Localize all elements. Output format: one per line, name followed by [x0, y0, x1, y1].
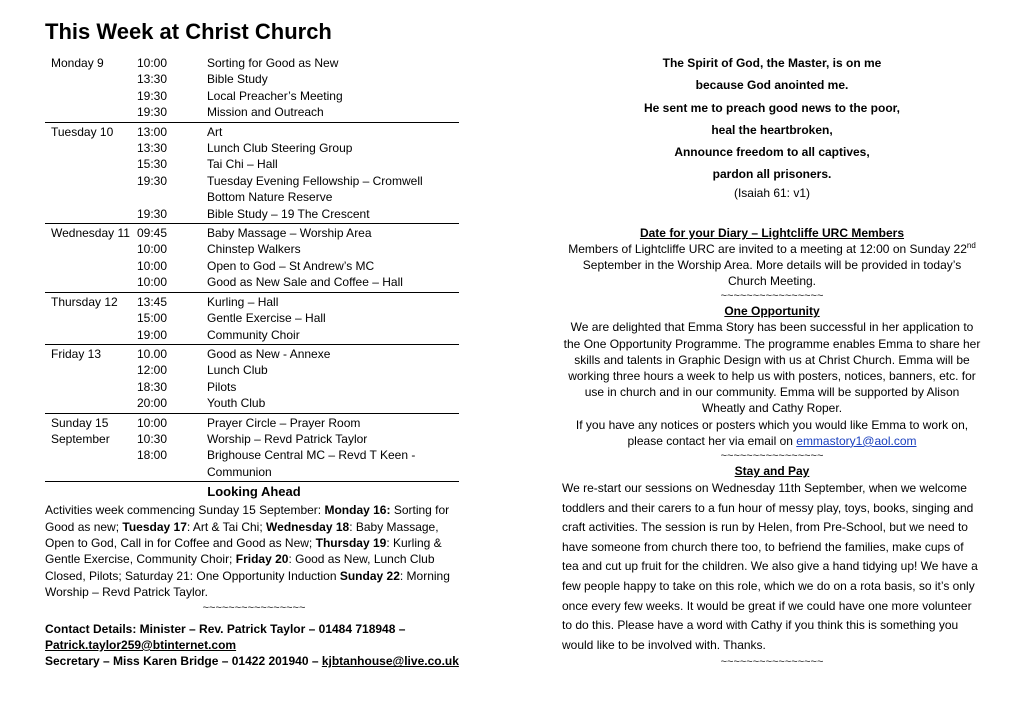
- schedule-day: [45, 274, 137, 290]
- schedule-row: [45, 464, 459, 480]
- looking-ahead-segment: Wednesday 18: [266, 519, 350, 534]
- divider: ~~~~~~~~~~~~~~~~: [720, 656, 824, 669]
- divider: ~~~~~~~~~~~~~~~~: [720, 450, 824, 463]
- schedule-row: [45, 379, 459, 395]
- schedule-time: 10.00: [137, 346, 168, 361]
- schedule-time: 13:30: [137, 141, 168, 156]
- looking-ahead-segment: Monday 16:: [324, 503, 391, 518]
- looking-ahead-segment: Sorting for Good as new;: [45, 503, 450, 534]
- schedule-day: September: [51, 431, 110, 446]
- schedule-time: 10:00: [137, 56, 168, 70]
- diary-text-a: Members of Lightcliffe URC are invited to a meeting at 12:00 on Sunday 22: [568, 241, 967, 256]
- schedule-time: 19:30: [137, 206, 168, 221]
- schedule-time: 15:30: [137, 157, 168, 172]
- schedule-day: Sunday 15: [51, 415, 109, 430]
- looking-ahead-text: [45, 502, 463, 600]
- schedule-day: Monday 9: [51, 56, 104, 70]
- schedule-activity: Kurling – Hall: [207, 294, 279, 309]
- schedule-day: Tuesday 10: [51, 124, 114, 139]
- schedule-time: [137, 189, 207, 205]
- schedule-row: [45, 124, 459, 140]
- schedule-activity: Tai Chi – Hall: [207, 157, 278, 172]
- verse-line: heal the heartbroken,: [711, 122, 833, 137]
- schedule-time: 13:00: [137, 124, 168, 139]
- looking-ahead-segment: : Kurling & Gentle Exercise, Community Choir;: [45, 535, 442, 567]
- schedule-time: 20:00: [137, 396, 168, 411]
- schedule-day: [45, 379, 137, 395]
- schedule-day: [45, 464, 137, 480]
- schedule-row: [45, 362, 459, 378]
- day-block: [45, 54, 459, 123]
- verse-line: pardon all prisoners.: [712, 167, 832, 182]
- schedule-activity: Worship – Revd Patrick Taylor: [207, 431, 368, 446]
- schedule-activity: Bible Study – 19 The Crescent: [207, 206, 370, 221]
- schedule-day: [45, 327, 137, 343]
- schedule-row: [45, 71, 459, 87]
- schedule-time: 18:30: [137, 379, 168, 394]
- schedule-activity: Bible Study: [207, 72, 268, 87]
- contact-details: [45, 621, 463, 670]
- day-block: [45, 293, 459, 345]
- schedule-time: 12:00: [137, 363, 168, 378]
- schedule-time: 13:45: [137, 294, 168, 309]
- schedule-day: [45, 241, 137, 257]
- schedule-day: [45, 447, 137, 463]
- schedule-time: [137, 464, 207, 480]
- schedule-activity: Mission and Outreach: [207, 105, 324, 120]
- schedule-row: [45, 241, 459, 257]
- schedule-day: [45, 156, 137, 172]
- schedule-activity: Open to God – St Andrew’s MC: [207, 258, 375, 273]
- looking-ahead-segment: : Art & Tai Chi;: [186, 519, 267, 534]
- schedule-activity: Brighouse Central MC – Revd T Keen -: [207, 448, 416, 463]
- schedule-activity: Chinstep Walkers: [207, 242, 301, 257]
- schedule-time: 09:45: [137, 226, 168, 241]
- schedule-time: 10:00: [137, 242, 168, 257]
- schedule-day: [45, 258, 137, 274]
- opportunity-contact-text: If you have any notices or posters which you would like Emma to work on, please contact her via email on: [575, 417, 969, 448]
- schedule-row: [45, 173, 459, 189]
- schedule-activity: Communion: [207, 464, 272, 479]
- schedule-time: 10:00: [137, 415, 168, 430]
- diary-sup: nd: [966, 240, 976, 250]
- schedule-time: 19:30: [137, 88, 168, 103]
- schedule-row: [45, 206, 459, 222]
- stay-text: We re-start our sessions on Wednesday 11th September, when we welcome toddlers and their carers to a fun hour of messy play, toys, books, singing and craft activities. The session is run by Helen, from Pre-School, but we need to have someone from church there too, to befriend the families, make cups of tea and cut up fruit for the children. We also give a hand tidying up! We have a few people happy to take on this role, which we do on a rota basis, so it’s only once every few weeks. It would be great if we could have one more volunteer to do this. Please have a word with Cathy if you think this is something you would like to be involved with. Thanks.: [562, 481, 978, 652]
- schedule-day: [45, 71, 137, 87]
- schedule-day: [45, 310, 137, 326]
- schedule-activity: Sorting for Good as New: [207, 56, 339, 70]
- schedule-day: Thursday 12: [51, 294, 118, 309]
- schedule-time: 13:30: [137, 72, 168, 87]
- left-page: [45, 18, 463, 670]
- schedule-row: [45, 88, 459, 104]
- looking-ahead-segment: : Morning Worship – Revd Patrick Taylor.: [45, 568, 450, 600]
- schedule-time: 10:00: [137, 275, 168, 290]
- contact-minister: Contact Details: Minister – Rev. Patrick Taylor – 01484 718948 –: [45, 621, 406, 636]
- schedule-time: 10:30: [137, 431, 168, 446]
- minister-email-link[interactable]: Patrick.taylor259@btinternet.com: [45, 638, 237, 652]
- schedule-row: [45, 258, 459, 274]
- verse-line: The Spirit of God, the Master, is on me: [662, 56, 882, 70]
- looking-ahead-segment: Thursday 19: [315, 535, 387, 550]
- schedule-row: [45, 395, 459, 411]
- secretary-email-link[interactable]: kjbtanhouse@live.co.uk: [321, 654, 459, 669]
- schedule-day: Wednesday 11: [51, 226, 130, 241]
- schedule-activity: Good as New Sale and Coffee – Hall: [207, 275, 403, 290]
- schedule-row: [45, 327, 459, 343]
- day-block: [45, 224, 459, 293]
- schedule-activity: Art: [207, 124, 223, 139]
- schedule-time: 19:30: [137, 105, 168, 120]
- schedule-time: 18:00: [137, 448, 168, 463]
- day-block: [45, 414, 459, 483]
- schedule-row: [45, 225, 459, 241]
- page-title: This Week at Christ Church: [45, 19, 332, 44]
- looking-ahead-segment: Sunday 22: [339, 568, 400, 583]
- schedule-row: [45, 55, 459, 71]
- schedule-day: [45, 362, 137, 378]
- looking-ahead-segment: : Baby Massage, Open to God, Call in for Coffee and Good as New;: [45, 519, 439, 550]
- schedule-day: [45, 88, 137, 104]
- looking-ahead-segment: Activities week commencing Sunday 15 September:: [45, 503, 325, 518]
- schedule-row: [45, 447, 459, 463]
- schedule-row: [45, 415, 459, 431]
- schedule-day: [45, 173, 137, 189]
- diary-heading: Date for your Diary – Lightcliffe URC Members: [639, 225, 905, 240]
- schedule-day: [45, 104, 137, 120]
- schedule-activity: Baby Massage – Worship Area: [207, 226, 372, 241]
- scripture-verse: [562, 52, 982, 186]
- stay-heading: Stay and Pay: [734, 464, 810, 479]
- schedule-row: [45, 294, 459, 310]
- right-page: [562, 52, 982, 669]
- opportunity-text: We are delighted that Emma Story has been successful in her application to the One Opportunity Programme. The programme enables Emma to share her skills and talents in Graphic Design with us at Christ Church. Emma will be working three hours a week to help us with posters, notices, banners, etc. for use in church and in our community. Emma will be supported by Alison Wheatly and Cathy Roper.: [563, 320, 981, 416]
- schedule-time: 10:00: [137, 258, 168, 273]
- contact-secretary: [45, 653, 463, 669]
- schedule-day: [45, 140, 137, 156]
- schedule-activity: Lunch Club: [207, 363, 268, 378]
- schedule-row: [45, 189, 459, 205]
- divider: ~~~~~~~~~~~~~~~~: [202, 601, 306, 614]
- looking-ahead-segment: : Good as New, Lunch Club Closed, Pilots; Saturday 21: One Opportunity Induction: [45, 552, 435, 583]
- schedule-day: [45, 395, 137, 411]
- opportunity-heading: One Opportunity: [724, 304, 820, 319]
- schedule-row: [45, 104, 459, 120]
- secretary-text: Secretary – Miss Karen Bridge – 01422 201940 –: [45, 654, 322, 669]
- schedule-day: [45, 189, 137, 205]
- emma-email-link[interactable]: emmastory1@aol.com: [796, 433, 917, 448]
- schedule-row: [45, 274, 459, 290]
- schedule-activity: Prayer Circle – Prayer Room: [207, 415, 361, 430]
- looking-ahead-heading: Looking Ahead: [207, 484, 301, 500]
- schedule-row: [45, 140, 459, 156]
- schedule-row: [45, 156, 459, 172]
- schedule-time: 15:00: [137, 311, 168, 326]
- schedule-time: 19:00: [137, 327, 168, 342]
- schedule-activity: Tuesday Evening Fellowship – Cromwell: [207, 173, 423, 188]
- schedule-activity: Gentle Exercise – Hall: [207, 311, 326, 326]
- day-block: [45, 123, 459, 224]
- verse-line: He sent me to preach good news to the poor,: [643, 100, 901, 115]
- schedule-activity: Local Preacher’s Meeting: [207, 88, 343, 103]
- contact-minister-email: [45, 637, 463, 653]
- diary-text-b: September in the Worship Area. More details will be provided in today’s Church Meeting.: [582, 257, 962, 289]
- scripture-reference: (Isaiah 61: v1): [733, 185, 811, 200]
- schedule-row: [45, 346, 459, 362]
- day-block: [45, 345, 459, 414]
- looking-ahead-segment: Tuesday 17: [122, 519, 187, 534]
- schedule-activity: Bottom Nature Reserve: [207, 190, 333, 205]
- schedule-activity: Youth Club: [207, 396, 266, 411]
- looking-ahead-segment: Friday 20: [235, 552, 289, 567]
- verse-line: Announce freedom to all captives,: [674, 145, 870, 160]
- schedule-activity: Pilots: [207, 379, 237, 394]
- divider: ~~~~~~~~~~~~~~~~: [720, 290, 824, 303]
- opportunity-contact: [562, 417, 982, 449]
- schedule-row: [45, 310, 459, 326]
- schedule-activity: Lunch Club Steering Group: [207, 141, 353, 156]
- schedule-activity: Good as New - Annexe: [207, 346, 331, 361]
- schedule-activity: Community Choir: [207, 327, 300, 342]
- schedule-time: 19:30: [137, 173, 168, 188]
- diary-text: [562, 241, 982, 290]
- schedule-day: [45, 206, 137, 222]
- schedule-day: Friday 13: [51, 346, 102, 361]
- weekly-schedule: [45, 54, 459, 482]
- schedule-row: [45, 431, 459, 447]
- verse-line: because God anointed me.: [695, 78, 849, 93]
